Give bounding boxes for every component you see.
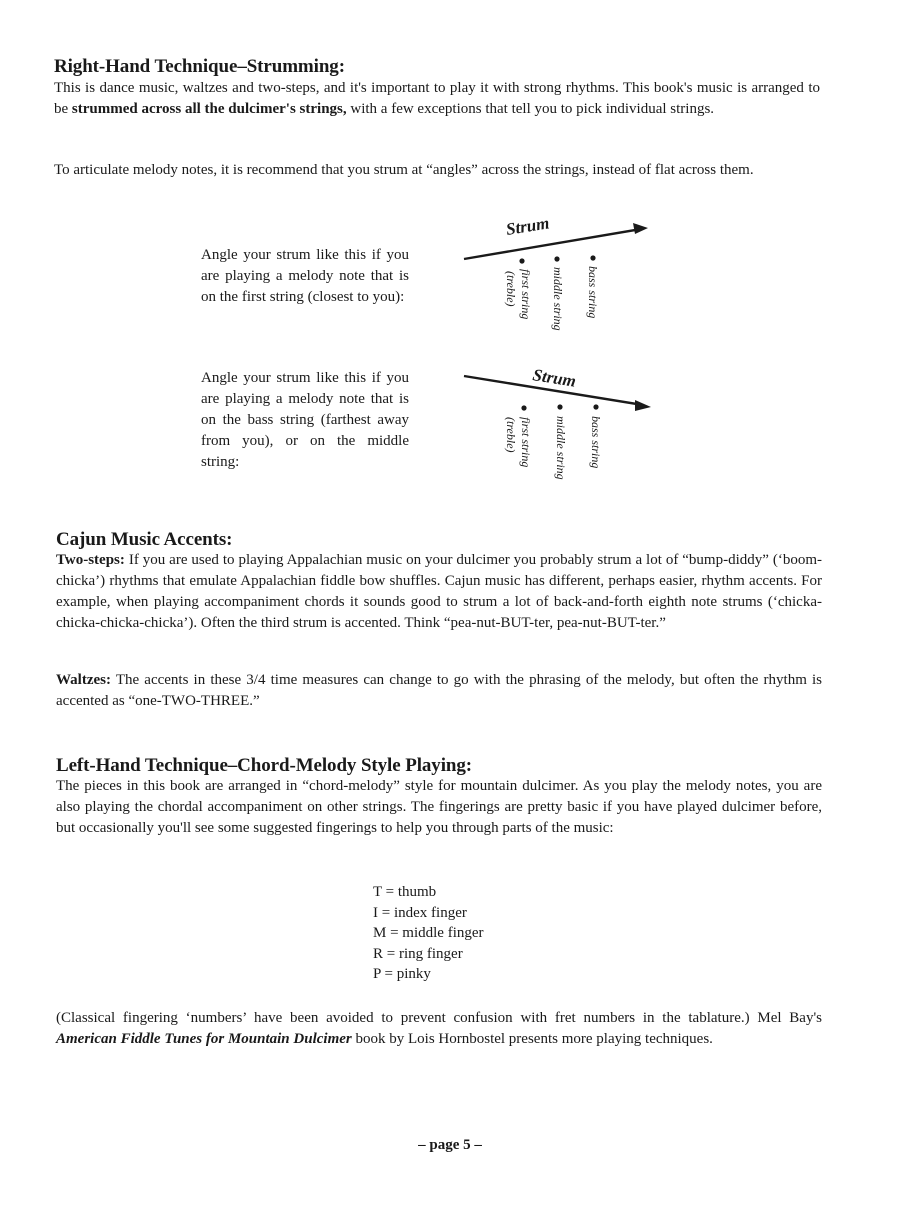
- arrow-head-icon: [633, 223, 648, 234]
- middle-string-dot: [557, 404, 562, 409]
- middle-string-label: middle string: [551, 267, 565, 331]
- first-string-dot: [521, 405, 526, 410]
- section-heading-cajun-accents: Cajun Music Accents:: [56, 529, 233, 550]
- section-heading-left-hand: Left-Hand Technique–Chord-Melody Style Playing:: [56, 755, 472, 776]
- paragraph-emphasis: strummed across all the dulcimer's strings,: [71, 101, 347, 117]
- paragraph-angles: To articulate melody notes, it is recommend that you strum at “angles” across the strings, instead of flat across them.: [54, 162, 754, 178]
- strum-label: Strum: [504, 213, 551, 239]
- fingering-index: I = index finger: [373, 904, 467, 921]
- diagram1-caption: Angle your strum like this if you are playing a melody note that is on the first string (closest to you):: [201, 247, 409, 305]
- section-heading-right-hand: Right-Hand Technique–Strumming:: [54, 56, 345, 77]
- strum-diagram-first-string: [455, 205, 665, 355]
- waltzes-label: Waltzes:: [56, 672, 111, 688]
- strum-label: Strum: [531, 365, 578, 391]
- waltzes-text: The accents in these 3/4 time measures can change to go with the phrasing of the melody, but often the rhythm is accented as “one-TWO-THREE.”: [56, 672, 822, 709]
- arrow-head-icon: [635, 400, 651, 411]
- fingering-pinky: P = pinky: [373, 966, 431, 982]
- first-string-label: first string: [519, 417, 533, 468]
- paragraph-text: with a few exceptions that tell you to pick individual strings.: [346, 101, 715, 117]
- first-string-label: first string: [519, 269, 533, 320]
- bass-string-label: bass string: [586, 266, 600, 319]
- paragraph-text: This is dance music, waltzes and two-steps, and it's important to play it with strong rhythms. This book's music is arranged to be: [54, 80, 820, 117]
- fingering-thumb: T = thumb: [373, 884, 437, 900]
- paragraph-two-steps: [56, 550, 822, 634]
- paragraph-text: book by Lois Hornbostel presents more playing techniques.: [351, 1031, 713, 1047]
- bass-string-label: bass string: [589, 416, 603, 469]
- paragraph-classical-fingering: [56, 1008, 822, 1050]
- two-steps-label: Two-steps:: [56, 552, 125, 568]
- book-title: American Fiddle Tunes for Mountain Dulcimer: [56, 1031, 352, 1047]
- two-steps-text: If you are used to playing Appalachian music on your dulcimer you probably strum a lot of “bump-diddy” (‘boom-chicka’) rhythms that emulate Appalachian fiddle bow shuffles. Cajun music has different, perhaps easier, rhythm accents. For example, when playing accompaniment chords it sounds good to strum a lot of back-and-forth eighth note strums (‘chicka-chicka-chicka-chicka’). Often the third strum is accented. Think “pea-nut-BUT-ter, pea-nut-BUT-ter.”: [56, 552, 822, 631]
- fingering-middle: M = middle finger: [373, 925, 484, 941]
- treble-label: (treble): [504, 417, 518, 453]
- middle-string-label: middle string: [554, 416, 568, 480]
- paragraph-dance-music: [54, 78, 820, 120]
- paragraph-waltzes: [56, 670, 822, 712]
- fingering-legend: [373, 882, 484, 985]
- bass-string-dot: [590, 255, 595, 260]
- diagram2-caption: Angle your strum like this if you are playing a melody note that is on the bass string (farthest away from you), or on the middle string:: [201, 370, 409, 470]
- paragraph-text: (Classical fingering ‘numbers’ have been avoided to prevent confusion with fret numbers in the tablature.) Mel Bay's: [56, 1010, 822, 1026]
- middle-string-dot: [554, 256, 559, 261]
- strum-arrow-line: [464, 229, 641, 259]
- bass-string-dot: [593, 404, 598, 409]
- paragraph-chord-melody: The pieces in this book are arranged in “chord-melody” style for mountain dulcimer. As you play the melody notes, you are also playing the chordal accompaniment on other strings. The fingerings are pretty basic if you have played dulcimer before, but occasionally you'll see some suggested fingerings to help you through parts of the music:: [56, 778, 822, 836]
- first-string-dot: [519, 258, 524, 263]
- page-number: – page 5 –: [418, 1137, 482, 1153]
- treble-label: (treble): [504, 271, 518, 307]
- strum-diagram-bass-string: [455, 355, 665, 505]
- fingering-ring: R = ring finger: [373, 945, 463, 962]
